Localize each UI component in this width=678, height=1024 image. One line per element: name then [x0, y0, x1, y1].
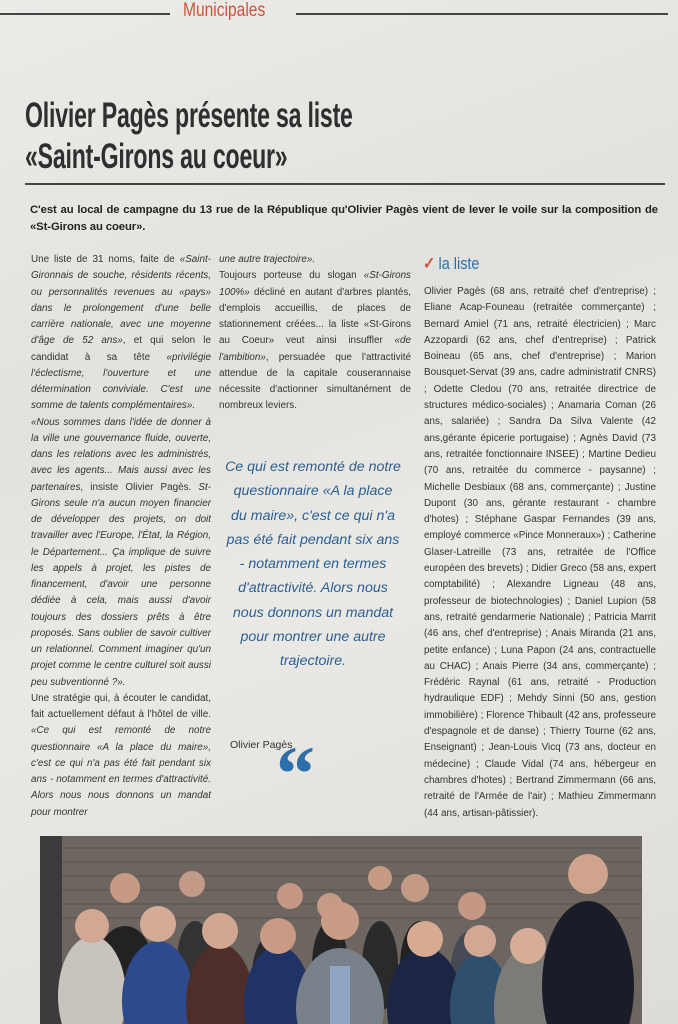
article-paragraph	[219, 252, 411, 268]
article-column-2	[219, 252, 411, 415]
italic-quote-text: «privilégie l'éclectisme, l'ouverture et une détermination conviviale. C'est une somme de talents complémentaires».	[31, 351, 211, 412]
headline-rule	[25, 183, 665, 185]
italic-quote-text: «St-Girons 100%»	[219, 270, 411, 298]
body-text: , insiste Olivier Pagès.	[80, 481, 199, 493]
headline-line-2: «Saint-Girons au coeur»	[25, 137, 288, 176]
italic-quote-text: «Saint-Gironnais de souche, résidents récents, ou personnalités revenues au «pays» dans le prolongement d'une belle carrière nationale, avec une moyenne d'âge de 52 ans»	[31, 254, 211, 347]
lead-paragraph: C'est au local de campagne du 13 rue de la République qu'Olivier Pagès vient de lever le voile sur la composition de «St-Girons au coeur».	[30, 204, 658, 233]
italic-quote-text: «Ce qui est remonté de notre questionnaire «A la place du maire», c'est ce qui n'a pas été fait pendant six ans - notamment en termes d'attractivité. Alors nous nous donnons un mandat pour montrer	[31, 725, 211, 818]
candidate-list: Olivier Pagès (68 ans, retraité chef d'entreprise) ; Eliane Acap-Founeau (retraitée commerçante) ; Bernard Amiel (71 ans, retraité électricien) ; Marc Azzopardi (62 ans, chef d'entreprise) ; Patrick Boineau (65 ans, chef d'entreprise) ; Marion Bousquet-Servat (39 ans, cadre administratif CNRS) ; Odette Cledou (70 ans, retraitée directrice de structures médico-sociales) ; Anamaria Coman (26 ans, salariée) ; Sandra Da Silva Valente (42 ans,gérante épicerie portugaise) ; Agnès David (73 ans, retraitée fonctionnaire INSEE) ; Martine Dedieu (70 ans, retraitée du commerce - paysanne) ; Michelle Desbiaux (68 ans, commerçante) ; Justine Dupont (30 ans, gérante restaurant - chambre d'hotes) ; Stéphane Gaspar Fernandes (39 ans, employé commerce «Pince Monneraux») ; Catherine Glaser-Latreille (73 ans, retraitée de l'Office européen des brevets) ; Didier Greco (58 ans, expert comptabilité) ; Alexandre Ligneau (48 ans, professeur de biotechnologies) ; Daniel Lupion (58 ans, retraité gendarmerie Nationale) ; Patricia Marrit (46 ans, chef d'entreprise) ; Anais Miranda (21 ans, petite enfance) ; Luna Papon (24 ans, contractuelle au CHAC) ; Anais Pierre (34 ans, commerçante) ; Frédéric Raynal (61 ans, retraité - Production hydraulique EDF) ; Mehdy Sinni (50 ans, gestion immobilière) ; Florence Thibault (42 ans, professeure d'espagnole et de danse) ; Thierry Tourne (62 ans, Enseignant) ; Jean-Louis Vicq (73 ans, docteur en médecine) ; Claude Vidal (74 ans, hébergeur en chambres d'hotes) ; Bertrand Zimmermann (66 ans, retraité de l'Armée de l'air) ; Mathieu Zimmermann (44 ans, artisan-pâtissier).	[424, 286, 656, 819]
body-text: , persuadée que l'attractivité attendue de la capitale couserannaise nécessite d'actionner simultanément de nombreux leviers.	[219, 351, 411, 412]
section-label: Municipales	[183, 0, 266, 21]
italic-quote-text: «de l'ambition»	[219, 335, 411, 363]
article-column-1	[31, 252, 211, 821]
body-text: Une liste de 31 noms, faite de	[31, 254, 180, 265]
body-text: , et qui selon le candidat à sa tête	[31, 335, 211, 363]
italic-quote-text: une autre trajectoire».	[219, 254, 316, 265]
group-photo	[40, 836, 642, 1024]
article-paragraph	[31, 691, 211, 821]
section-rule-right	[296, 13, 668, 15]
pull-quote: Ce qui est remonté de notre questionnaire «A la place du maire», c'est ce qui n'a pas été fait pendant six ans - notamment en termes d'attractivité. Alors nous nous donnons un mandat pour montrer une autre trajectoire.	[225, 459, 401, 670]
italic-quote-text: «Nous sommes dans l'idée de donner à la ville une gouvernance fluide, ouverte, dans les relations avec les administrés, avec les agents... Mais aussi avec les partenaires	[31, 416, 211, 493]
pull-quote-author: Olivier Pagès	[230, 739, 293, 751]
body-text: décliné en autant d'arbres plantés, d'emplois accueillis, de places de stationnement créées... la liste «St-Girons au Coeur» veut ainsi insuffler	[219, 286, 411, 347]
italic-quote-text: St-Girons seule n'a aucun moyen financier de développer des projets, on doit travailler avec l'Europe, l'État, la Région, le Département... Ça implique de suivre les appels à projet, les pistes de financement, d'avoir une personne dédiée à cela, mais aussi d'avoir toujours des dossiers prêts à être proposés. Sans oublier de savoir cultiver un relationnel. Comment imaginer qu'un projet comme le centre culturel soit aussi peu subventionné ?».	[31, 481, 211, 688]
quote-mark-icon: “	[276, 730, 315, 817]
body-text: Toujours porteuse du slogan	[219, 270, 364, 282]
article-paragraph	[31, 415, 211, 691]
section-rule-left	[0, 13, 170, 15]
article-paragraph	[219, 268, 411, 414]
list-heading	[423, 254, 479, 274]
body-text: Une stratégie qui, à écouter le candidat, fait actuellement défaut à l'hôtel de ville.	[31, 692, 211, 720]
list-heading-label: la liste	[438, 254, 480, 273]
headline-line-1: Olivier Pagès présente sa liste	[25, 96, 353, 135]
check-icon: ✓	[423, 254, 436, 273]
article-paragraph	[31, 252, 211, 415]
